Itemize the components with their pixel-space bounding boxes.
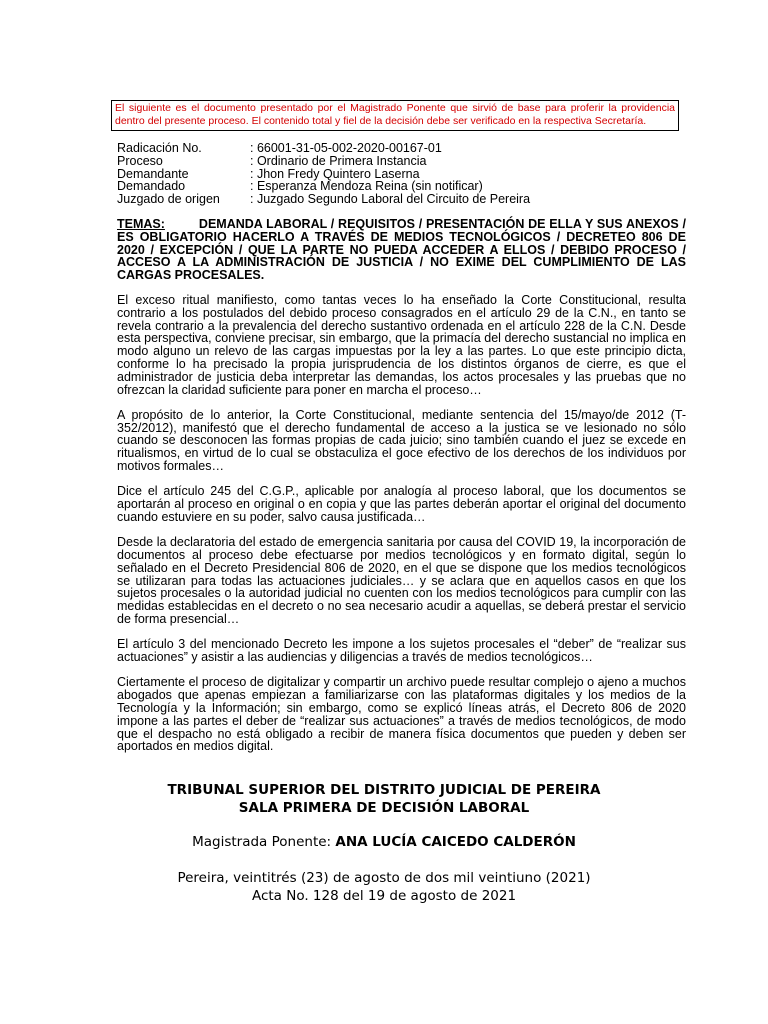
temas-section (117, 218, 686, 282)
metadata-value: : Jhon Fredy Quintero Laserna (250, 166, 420, 181)
metadata-key: Proceso (117, 153, 163, 168)
metadata-key: Juzgado de origen (117, 192, 220, 207)
court-name: TRIBUNAL SUPERIOR DEL DISTRITO JUDICIAL DE PEREIRA (167, 782, 601, 798)
metadata-key: Demandado (117, 179, 186, 194)
body-paragraph: Ciertamente el proceso de digitalizar y compartir un archivo puede resultar complejo o ajeno a muchos abogados que apenas empiezan a familiarizarse con las plataformas digitales y los medios de la Tecnología y la Información; sin embargo, como se explicó líneas atrás, el Decreto 806 de 2020 impone a las partes el deber de “realizar sus actuaciones” a través de medios tecnológicos, de modo que el despacho no está obligado a recibir de manera física documentos que pueden y deben ser aportados en medios digital. (117, 675, 686, 754)
temas-label: TEMAS: (117, 216, 165, 231)
ponente-name: ANA LUCÍA CAICEDO CALDERÓN (335, 834, 576, 850)
metadata-key: Demandante (117, 166, 189, 181)
temas-text: DEMANDA LABORAL / REQUISITOS / PRESENTACIÓN DE ELLA Y SUS ANEXOS / ES OBLIGATORIO HACERLO A TRAVÉS DE MEDIOS TECNOLÓGICOS / DECRETEO 806 DE 2020 / EXCEPCIÓN / QUE LA PARTE NO PUEDA ACCEDER A ELLOS / DEBIDO PROCESO / ACCESO A LA ADMINISTRACIÓN DE JUSTICIA / NO EXIME DEL CUMPLIMIENTO DE LAS CARGAS PROCESALES. (117, 216, 686, 283)
acta-line: Acta No. 128 del 19 de agosto de 2021 (251, 888, 517, 904)
ponente-line (0, 833, 768, 851)
metadata-key: Radicación No. (117, 141, 202, 155)
metadata-value: : Ordinario de Primera Instancia (250, 153, 427, 168)
body-paragraph: El artículo 3 del mencionado Decreto les impone a los sujetos procesales el “deber” de “realizar sus actuaciones” y asistir a las audiencias y diligencias a través de medios tecnológicos… (117, 637, 686, 665)
body-paragraph: Dice el artículo 245 del C.G.P., aplicable por analogía al proceso laboral, que los documentos se aportarán al proceso en original o en copia y que las partes deberán aportar el original del documento cuando estuviere en su poder, salvo causa justificada… (117, 484, 686, 524)
body-paragraph: El exceso ritual manifiesto, como tantas veces lo ha enseñado la Corte Constitucional, resulta contrario a los postulados del debido proceso consagrados en el artículo 29 de la C.N., en tanto se revela contrario a la prevalencia del derecho sustantivo ordenada en el artículo 228 de la C.N. Desde esta perspectiva, conviene precisar, sin embargo, que la primacía del derecho sustancial no implica en modo alguno un relevo de las cargas impuestas por la ley a las partes. Lo que este principio dicta, conforme lo ha precisado la propia jurisprudencia de los distintos órganos de cierre, es que el administrador de justicia deba interpretar las demandas, los actos procesales y las pruebas que no ofrezcan la claridad suficiente para poner en marcha el proceso… (117, 292, 686, 397)
body-paragraph: A propósito de lo anterior, la Corte Constitucional, mediante sentencia del 15/mayo/de 2012 (T-352/2012), manifestó que el derecho fundamental de acceso a la justica se ve lesionado no sólo cuando se desconocen las formas propias de cada juicio; sino también cuando el juez se excede en ritualismos, en virtud de lo cual se obstaculiza el goce efectivo de los derechos de los individuos por motivos formales… (117, 407, 686, 474)
date-line: Pereira, veintitrés (23) de agosto de dos mil veintiuno (2021) (177, 870, 591, 886)
notice-text: El siguiente es el documento presentado por el Magistrado Ponente que sirvió de base para proferir la providencia dentro del presente proceso. El contenido total y fiel de la decisión debe ser verificado en la respectiva Secretaría. (115, 102, 675, 127)
metadata-row (117, 155, 530, 168)
metadata-value: : Juzgado Segundo Laboral del Circuito de Pereira (250, 192, 531, 207)
body-paragraph: Desde la declaratoria del estado de emergencia sanitaria por causa del COVID 19, la incorporación de documentos al proceso debe efectuarse por medios tecnológicos y en formato digital, según lo señalado en el Decreto Presidencial 806 de 2020, en el que se dispone que los medios tecnológicos se utilizaran para todas las actuaciones judiciales… y se aclara que en aquellos casos en que los sujetos procesales o la autoridad judicial no cuenten con los medios tecnológicos para cumplir con las medidas establecidas en el decreto o no sea necesario acudir a aquellas, se deberá prestar el servicio de forma presencial… (117, 535, 686, 626)
court-chamber: SALA PRIMERA DE DECISIÓN LABORAL (238, 800, 530, 816)
metadata-value: : Esperanza Mendoza Reina (sin notificar) (250, 179, 483, 194)
date-block (0, 869, 768, 905)
ponente-label: Magistrada Ponente: (192, 834, 336, 850)
metadata-row (117, 193, 530, 206)
metadata-row (117, 142, 530, 155)
case-metadata (117, 142, 530, 206)
court-heading (0, 781, 768, 817)
metadata-value: : 66001-31-05-002-2020-00167-01 (250, 141, 442, 155)
notice-box (111, 100, 679, 131)
